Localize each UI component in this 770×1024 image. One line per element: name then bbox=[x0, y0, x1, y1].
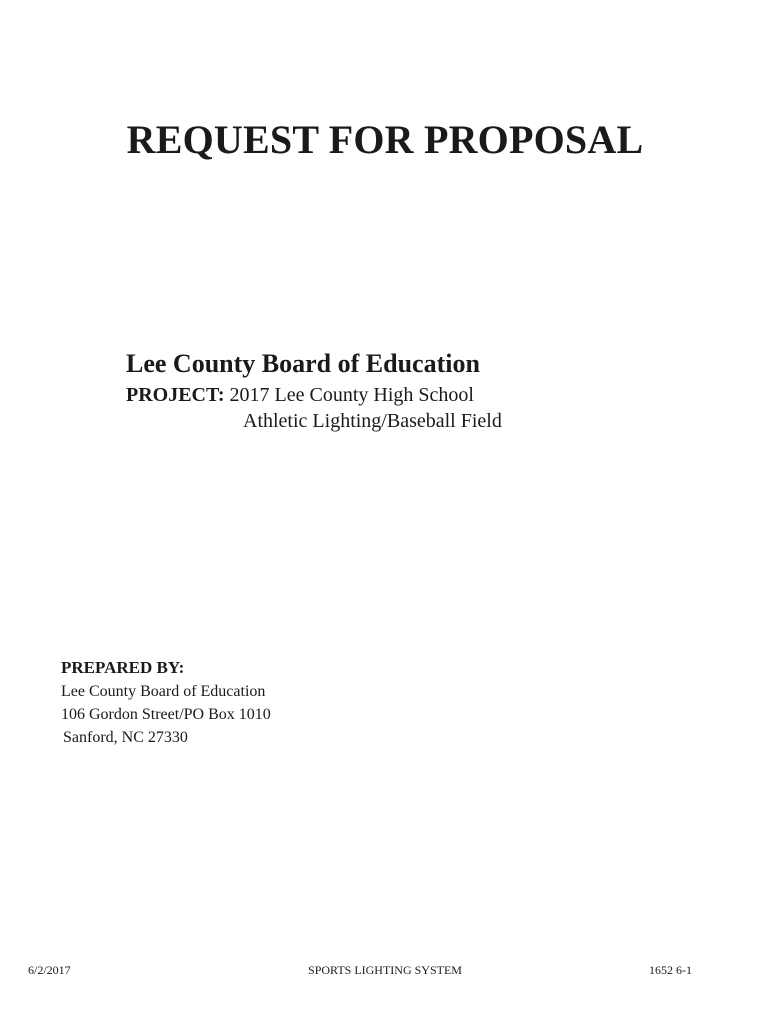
project-line2: Athletic Lighting/Baseball Field bbox=[243, 410, 502, 432]
footer-date: 6/2/2017 bbox=[28, 963, 71, 977]
footer-page-code: 1652 6-1 bbox=[649, 963, 692, 977]
project-line bbox=[126, 382, 502, 408]
project-line1: 2017 Lee County High School bbox=[229, 384, 474, 406]
organization-name: Lee County Board of Education bbox=[126, 349, 480, 378]
prepared-by-org: Lee County Board of Education bbox=[61, 683, 266, 700]
prepared-by-label: PREPARED BY: bbox=[61, 658, 185, 677]
document-title: REQUEST FOR PROPOSAL bbox=[126, 117, 644, 162]
prepared-by-city: Sanford, NC 27330 bbox=[63, 729, 188, 746]
project-label: PROJECT: bbox=[126, 384, 225, 406]
prepared-by-address: 106 Gordon Street/PO Box 1010 bbox=[61, 706, 271, 723]
footer-section-title: SPORTS LIGHTING SYSTEM bbox=[308, 963, 462, 977]
prepared-by-block bbox=[61, 656, 271, 749]
project-info-block bbox=[126, 346, 502, 434]
